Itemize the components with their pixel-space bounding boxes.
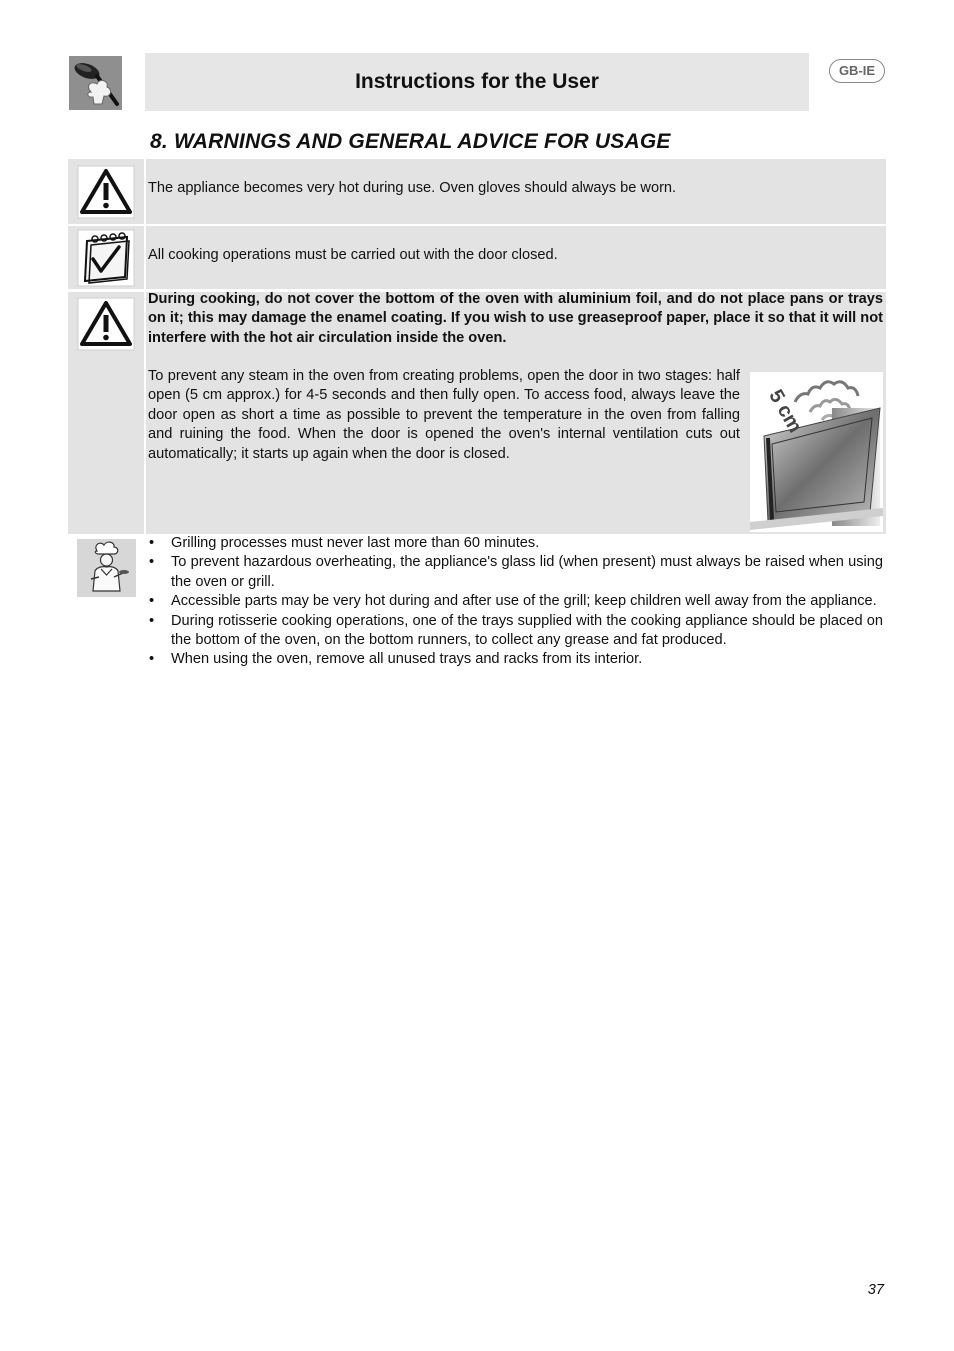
header-bar: [145, 53, 809, 111]
list-item: • During rotisserie cooking operations, one of the trays supplied with the cooking appliance should be placed on the bottom of the oven, on the bottom runners, to collect any grease and fat produced.: [148, 612, 883, 651]
warning-triangle-icon: [68, 159, 144, 224]
advice-bullet-list: [148, 534, 883, 670]
row-1-text: The appliance becomes very hot during use. Oven gloves should always be worn.: [148, 180, 677, 196]
page-number: 37: [867, 1282, 884, 1298]
language-badge: GB-IE: [829, 59, 885, 83]
notepad-check-icon: [68, 226, 144, 289]
row-3-bold-warning: During cooking, do not cover the bottom of the oven with aluminium foil, and do not place pans or trays on it; this may damage the enamel coating. If you wish to use greaseproof paper, place it so that it will not interfere with the hot air circulation inside the oven.: [148, 291, 883, 346]
chef-icon: [77, 539, 136, 597]
list-item: • Accessible parts may be very hot during and after use of the grill; keep children well away from the appliance.: [148, 592, 883, 611]
oven-door-steam-illustration: [750, 372, 883, 532]
brand-logo: [69, 56, 122, 110]
row-3-text: To prevent any steam in the oven from creating problems, open the door in two stages: half open (5 cm approx.) for 4-5 seconds and then fully open. To access food, always leave the door open as short a time as possible to prevent the temperature in the oven from falling and ruining the food. When the door is opened the oven's internal ventilation cuts out automatically; it starts up again when the door is closed.: [148, 368, 740, 462]
section-title: 8. WARNINGS AND GENERAL ADVICE FOR USAGE: [150, 130, 671, 153]
row-2-text: All cooking operations must be carried out with the door closed.: [148, 247, 558, 263]
spoon-chef-hat-icon: [69, 56, 122, 110]
page-header-title: Instructions for the User: [355, 70, 599, 93]
list-item: • To prevent hazardous overheating, the appliance's glass lid (when present) must always be raised when using the oven or grill.: [148, 553, 883, 592]
illustration-label: 5 cm: [764, 386, 807, 437]
list-item: • Grilling processes must never last more than 60 minutes.: [148, 534, 883, 553]
warning-triangle-icon: [68, 296, 144, 352]
list-item: • When using the oven, remove all unused trays and racks from its interior.: [148, 650, 883, 669]
